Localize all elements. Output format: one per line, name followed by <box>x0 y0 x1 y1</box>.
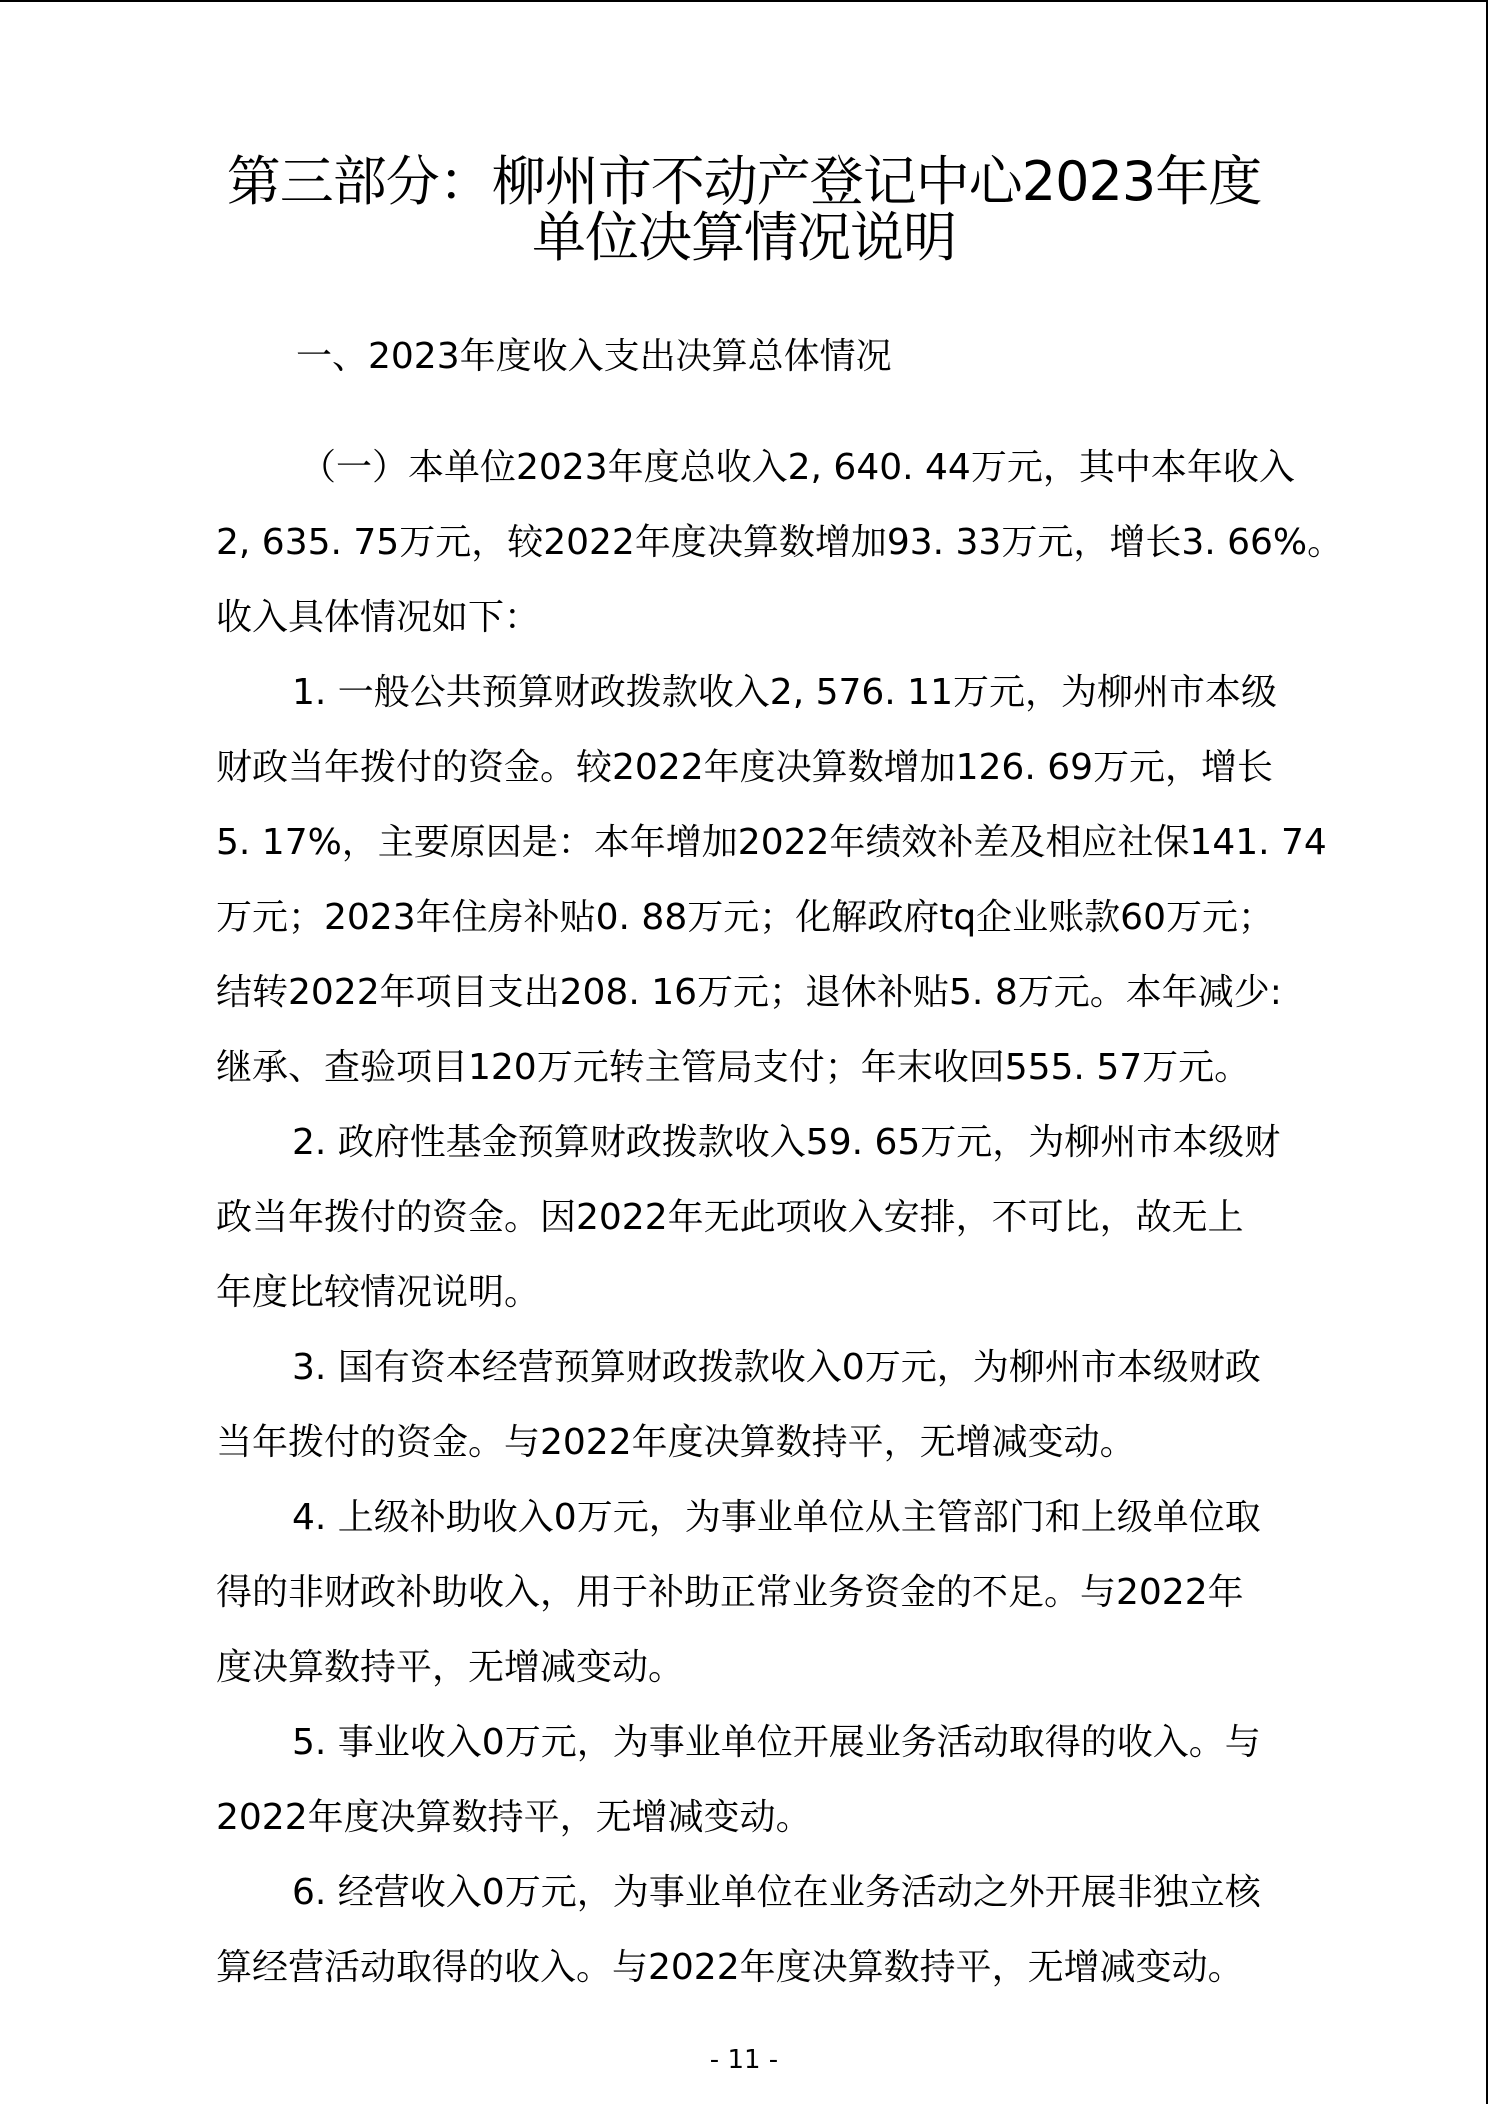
section-heading: 一、2023年度收入支出决算总体情况 <box>296 336 892 377</box>
paragraph-2-line-5: 结转2022年项目支出208. 16万元；退休补贴5. 8万元。本年减少: <box>216 972 1282 1013</box>
paragraph-5-line-1: 4. 上级补助收入0万元，为事业单位从主管部门和上级单位取 <box>292 1497 1261 1538</box>
paragraph-4-line-1: 3. 国有资本经营预算财政拨款收入0万元，为柳州市本级财政 <box>292 1347 1261 1388</box>
page-title-line-2: 单位决算情况说明 <box>532 206 956 269</box>
paragraph-2-line-3: 5. 17%，主要原因是：本年增加2022年绩效补差及相应社保141. 74 <box>216 822 1327 863</box>
paragraph-1-line-1: （一）本单位2023年度总收入2, 640. 44万元，其中本年收入 <box>300 447 1295 488</box>
paragraph-6-line-2: 2022年度决算数持平，无增减变动。 <box>216 1797 812 1838</box>
paragraph-4-line-2: 当年拨付的资金。与2022年度决算数持平，无增减变动。 <box>216 1422 1136 1463</box>
paragraph-2-line-1: 1. 一般公共预算财政拨款收入2, 576. 11万元，为柳州市本级 <box>292 672 1277 713</box>
paragraph-1-line-3: 收入具体情况如下： <box>216 597 541 638</box>
paragraph-3-line-2: 政当年拨付的资金。因2022年无此项收入安排，不可比，故无上 <box>216 1197 1244 1238</box>
paragraph-3-line-3: 年度比较情况说明。 <box>216 1272 541 1313</box>
page-title-line-1: 第三部分：柳州市不动产登记中心2023年度 <box>226 150 1262 213</box>
paragraph-5-line-3: 度决算数持平，无增减变动。 <box>216 1647 685 1688</box>
paragraph-3-line-1: 2. 政府性基金预算财政拨款收入59. 65万元，为柳州市本级财 <box>292 1122 1281 1163</box>
page-number: - 11 - <box>709 2045 779 2075</box>
paragraph-7-line-1: 6. 经营收入0万元，为事业单位在业务活动之外开展非独立核 <box>292 1872 1261 1913</box>
paragraph-6-line-1: 5. 事业收入0万元，为事业单位开展业务活动取得的收入。与 <box>292 1722 1261 1763</box>
paragraph-2-line-6: 继承、查验项目120万元转主管局支付；年末收回555. 57万元。 <box>216 1047 1251 1088</box>
paragraph-2-line-2: 财政当年拨付的资金。较2022年度决算数增加126. 69万元，增长 <box>216 747 1274 788</box>
paragraph-7-line-2: 算经营活动取得的收入。与2022年度决算数持平，无增减变动。 <box>216 1947 1244 1988</box>
paragraph-1-line-2: 2, 635. 75万元，较2022年度决算数增加93. 33万元，增长3. 66%。 <box>216 522 1344 563</box>
paragraph-2-line-4: 万元；2023年住房补贴0. 88万元；化解政府tq企业账款60万元； <box>216 897 1274 938</box>
paragraph-5-line-2: 得的非财政补助收入，用于补助正常业务资金的不足。与2022年 <box>216 1572 1244 1613</box>
